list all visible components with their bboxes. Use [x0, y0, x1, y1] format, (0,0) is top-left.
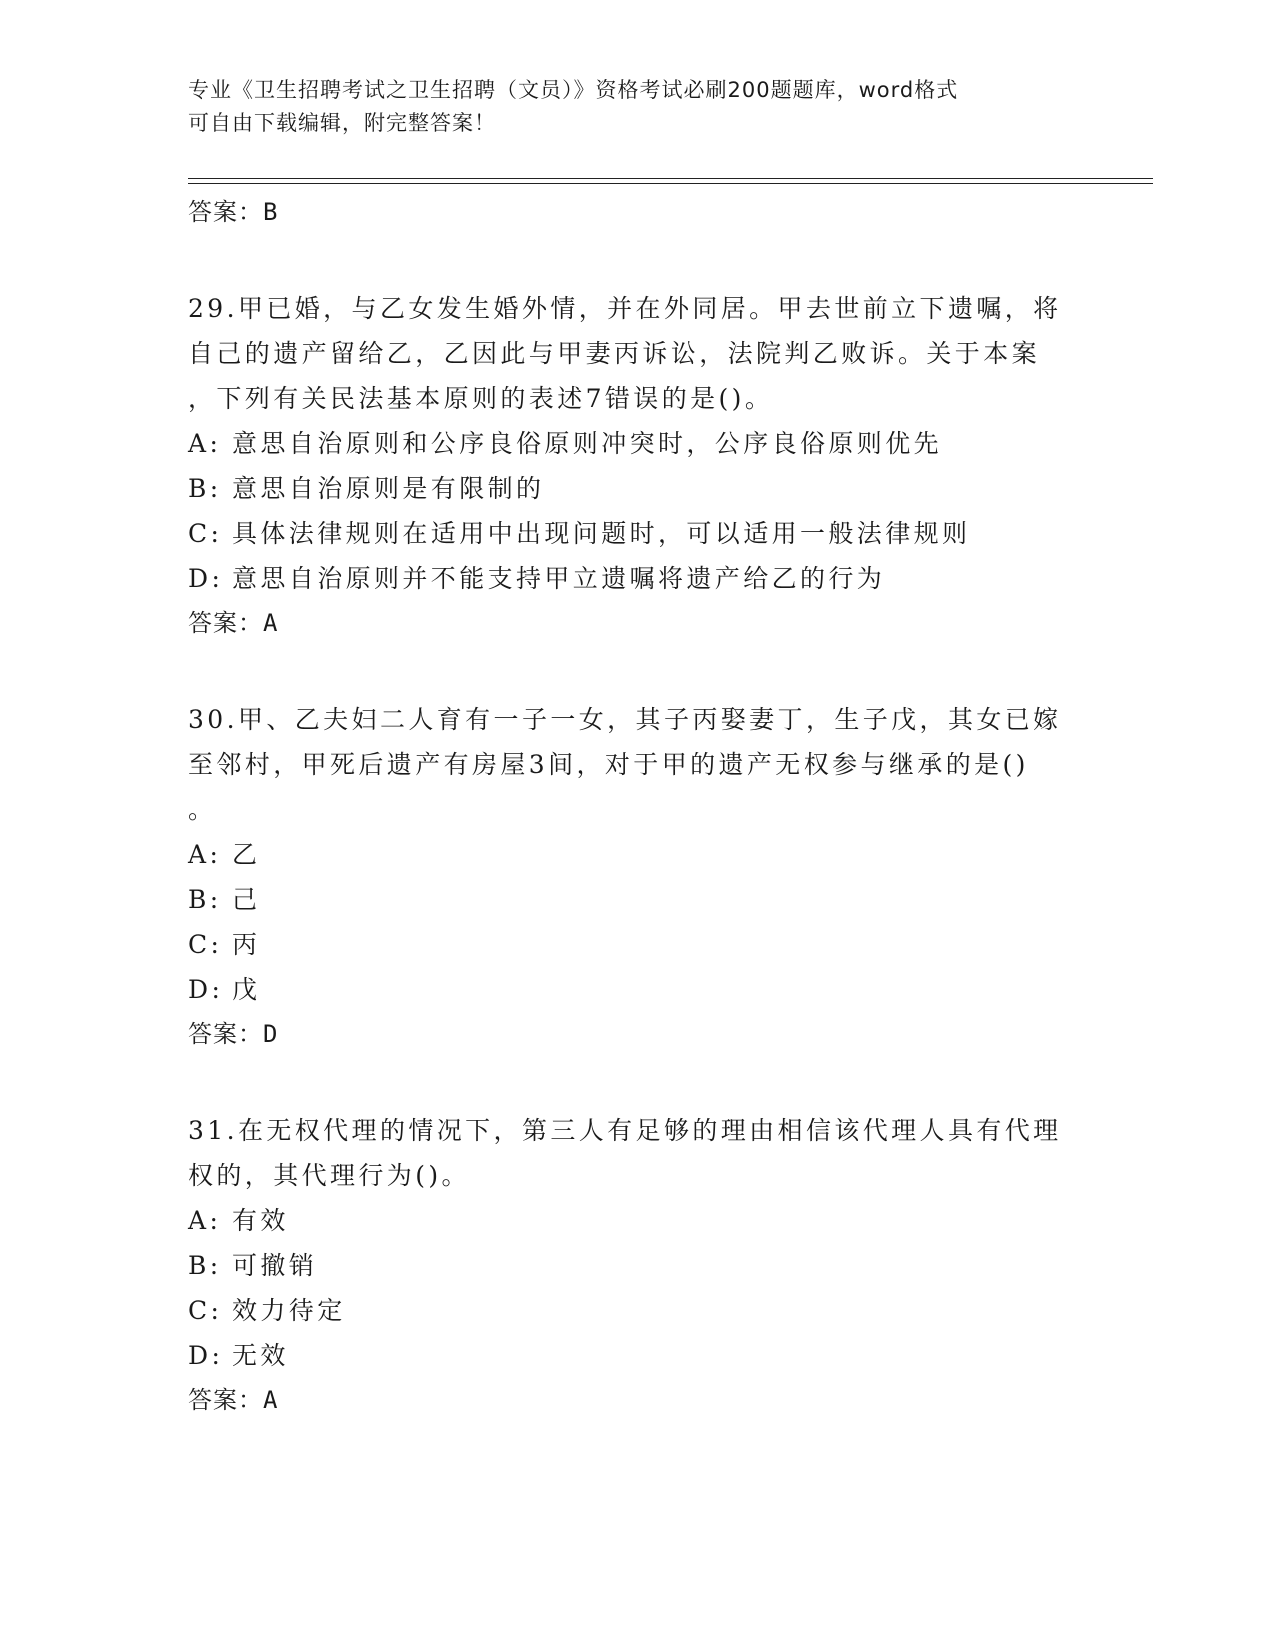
question-answer: [188, 1378, 1088, 1422]
option-key: A:: [188, 840, 222, 869]
option-d: [188, 967, 1088, 1012]
option-b: [188, 466, 1088, 511]
option-c: [188, 511, 1088, 556]
option-b: [188, 1243, 1088, 1288]
stem-line: ，下列有关民法基本原则的表述7错误的是()。: [188, 384, 774, 413]
option-b: [188, 877, 1088, 922]
option-key: D:: [188, 564, 224, 593]
option-a: [188, 832, 1088, 877]
option-text: 丙: [232, 930, 261, 959]
answer-label: 答案：: [188, 1020, 263, 1048]
option-text: 己: [232, 885, 261, 914]
question-30: [188, 697, 1088, 1056]
previous-answer: [188, 190, 1088, 234]
option-text: 具体法律规则在适用中出现问题时，可以适用一般法律规则: [232, 519, 971, 548]
answer-value: D: [263, 1020, 279, 1048]
question-list: [188, 190, 1088, 1422]
option-d: [188, 1333, 1088, 1378]
option-key: A:: [188, 429, 222, 458]
option-text: 意思自治原则并不能支持甲立遗嘱将遗产给乙的行为: [232, 564, 886, 593]
answer-value: A: [263, 1386, 279, 1414]
question-stem: [188, 1108, 1088, 1198]
option-text: 无效: [232, 1341, 289, 1370]
answer-label: 答案：: [188, 1386, 263, 1414]
stem-line: 。: [188, 795, 217, 824]
stem-line: 31.在无权代理的情况下，第三人有足够的理由相信该代理人具有代理: [188, 1116, 1062, 1145]
option-key: A:: [188, 1206, 222, 1235]
option-c: [188, 922, 1088, 967]
header-line-1: 专业《卫生招聘考试之卫生招聘（文员）》资格考试必刷200题题库，word格式: [188, 78, 959, 102]
question-29: [188, 286, 1088, 645]
answer-label: 答案：: [188, 609, 263, 637]
option-key: B:: [188, 885, 222, 914]
option-key: C:: [188, 930, 223, 959]
option-key: B:: [188, 474, 222, 503]
option-key: C:: [188, 1296, 223, 1325]
option-key: B:: [188, 1251, 222, 1280]
option-text: 有效: [232, 1206, 289, 1235]
stem-line: 29.甲已婚，与乙女发生婚外情，并在外同居。甲去世前立下遗嘱，将: [188, 294, 1062, 323]
question-stem: [188, 697, 1088, 832]
answer-value: B: [263, 198, 279, 226]
option-text: 意思自治原则和公序良俗原则冲突时，公序良俗原则优先: [232, 429, 943, 458]
question-stem: [188, 286, 1088, 421]
question-spacer: [188, 1056, 1088, 1108]
header-rule-top: [188, 178, 1153, 179]
option-text: 可撤销: [232, 1251, 318, 1280]
option-a: [188, 1198, 1088, 1243]
document-header: [188, 74, 1068, 140]
question-answer: [188, 1012, 1088, 1056]
option-text: 乙: [232, 840, 261, 869]
option-key: D:: [188, 1341, 224, 1370]
question-spacer: [188, 645, 1088, 697]
question-31: [188, 1108, 1088, 1422]
stem-line: 至邻村，甲死后遗产有房屋3间，对于甲的遗产无权参与继承的是(): [188, 750, 1029, 779]
option-key: D:: [188, 975, 224, 1004]
option-text: 意思自治原则是有限制的: [232, 474, 545, 503]
option-a: [188, 421, 1088, 466]
header-line-2: 可自由下载编辑，附完整答案！: [188, 111, 496, 135]
stem-line: 权的，其代理行为()。: [188, 1161, 470, 1190]
stem-line: 30.甲、乙夫妇二人育有一子一女，其子丙娶妻丁，生子戊，其女已嫁: [188, 705, 1062, 734]
answer-label: 答案：: [188, 198, 263, 226]
stem-line: 自己的遗产留给乙，乙因此与甲妻丙诉讼，法院判乙败诉。关于本案: [188, 339, 1041, 368]
option-c: [188, 1288, 1088, 1333]
question-spacer: [188, 234, 1088, 286]
option-text: 戊: [232, 975, 261, 1004]
answer-value: A: [263, 609, 279, 637]
question-answer: [188, 601, 1088, 645]
header-rule-bottom: [188, 183, 1153, 184]
option-key: C:: [188, 519, 223, 548]
option-d: [188, 556, 1088, 601]
option-text: 效力待定: [232, 1296, 346, 1325]
